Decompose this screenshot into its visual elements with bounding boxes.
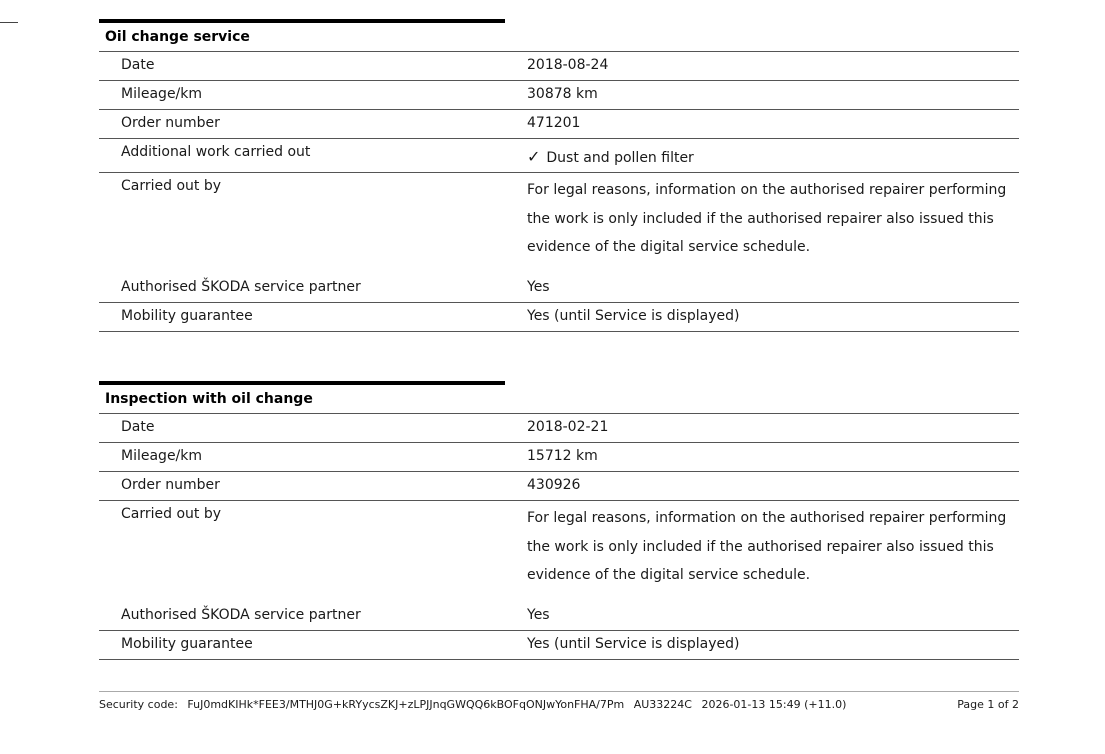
order-label: Order number	[121, 115, 220, 131]
timestamp: 2026-01-13 15:49 (+11.0)	[701, 698, 847, 711]
section-title: Oil change service	[99, 23, 1019, 52]
page-number: Page 1 of 2	[957, 698, 1019, 711]
security-code: FuJ0mdKIHk*FEE3/MTHJ0G+kRYycsZKJ+zLPJJnqGWQQ6kBOFqONJwYonFHA/7Pm	[187, 698, 625, 711]
carried-line: evidence of the digital service schedule.	[527, 567, 811, 583]
carried-line: evidence of the digital service schedule.	[527, 239, 811, 255]
date-value: 2018-08-24	[527, 57, 609, 73]
row-carried-out-by	[99, 173, 1019, 274]
order-value: 430926	[527, 477, 581, 493]
row-mobility-guarantee	[99, 303, 1019, 332]
row-mileage	[99, 443, 1019, 472]
row-carried-out-by	[99, 501, 1019, 602]
service-section-oil-change	[99, 19, 1019, 332]
order-value: 471201	[527, 115, 581, 131]
carried-line: For legal reasons, information on the authorised repairer performing	[527, 510, 1007, 526]
mobility-guarantee-value: Yes (until Service is displayed)	[527, 636, 740, 652]
mobility-guarantee-label: Mobility guarantee	[121, 308, 253, 324]
carried-line: For legal reasons, information on the authorised repairer performing	[527, 182, 1007, 198]
mileage-value: 30878 km	[527, 86, 598, 102]
mobility-guarantee-label: Mobility guarantee	[121, 636, 253, 652]
page-footer	[99, 698, 1019, 711]
row-mobility-guarantee	[99, 631, 1019, 660]
document-id: AU33224C	[633, 698, 692, 711]
row-date	[99, 414, 1019, 443]
row-mileage	[99, 81, 1019, 110]
additional-work-label: Additional work carried out	[121, 144, 311, 160]
carried-out-by-value	[527, 173, 1019, 274]
row-additional-work	[99, 139, 1019, 173]
footer-security-info	[99, 698, 852, 711]
carried-line: the work is only included if the authorised repairer also issued this	[527, 538, 994, 555]
service-section-inspection	[99, 381, 1019, 660]
row-date	[99, 52, 1019, 81]
footer-divider	[99, 691, 1019, 692]
carried-line: the work is only included if the authorised repairer also issued this	[527, 210, 994, 227]
mileage-label: Mileage/km	[121, 448, 203, 464]
service-partner-label: Authorised ŠKODA service partner	[121, 279, 361, 295]
security-code-label: Security code:	[99, 698, 178, 711]
row-order	[99, 472, 1019, 501]
row-service-partner	[99, 274, 1019, 303]
order-label: Order number	[121, 477, 220, 493]
row-order	[99, 110, 1019, 139]
service-partner-value: Yes	[527, 279, 550, 295]
mileage-value: 15712 km	[527, 448, 598, 464]
date-label: Date	[121, 57, 155, 73]
carried-out-by-label: Carried out by	[121, 178, 222, 194]
date-label: Date	[121, 419, 155, 435]
date-value: 2018-02-21	[527, 419, 609, 435]
service-partner-value: Yes	[527, 607, 550, 623]
service-partner-label: Authorised ŠKODA service partner	[121, 607, 361, 623]
section-title: Inspection with oil change	[99, 385, 1019, 414]
mobility-guarantee-value: Yes (until Service is displayed)	[527, 308, 740, 324]
row-service-partner	[99, 602, 1019, 631]
check-icon: ✓	[527, 147, 541, 166]
carried-out-by-value	[527, 501, 1019, 602]
mileage-label: Mileage/km	[121, 86, 203, 102]
margin-mark	[0, 22, 18, 23]
additional-work-value	[527, 139, 1019, 172]
carried-out-by-label: Carried out by	[121, 506, 222, 522]
additional-work-text: Dust and pollen filter	[546, 150, 694, 166]
